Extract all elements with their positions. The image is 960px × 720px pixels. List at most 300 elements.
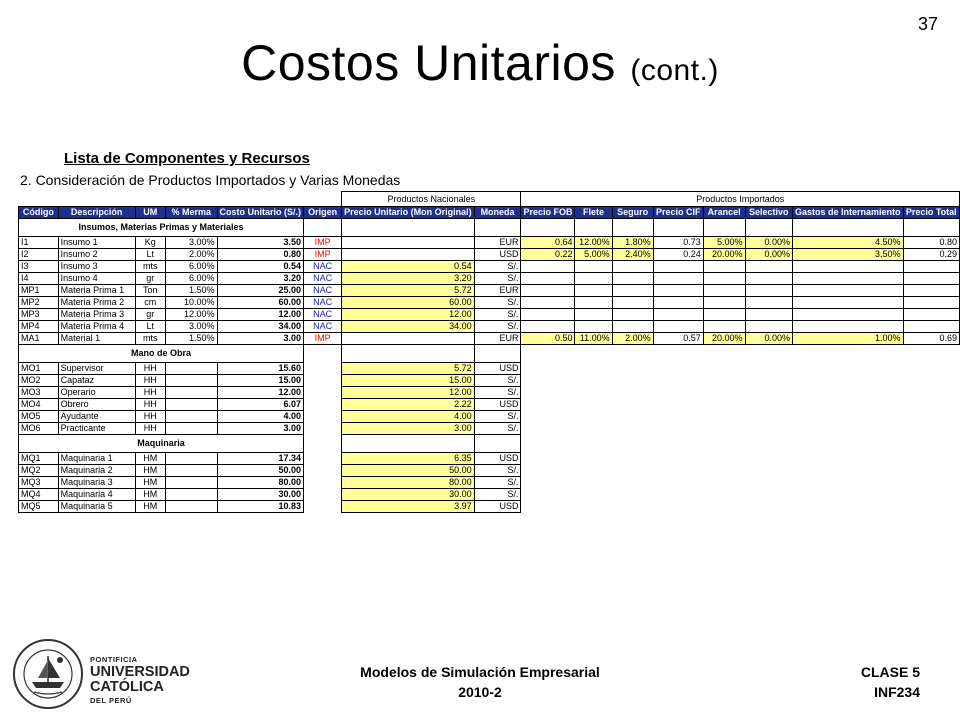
table-cell: IMP [304, 237, 342, 249]
table-cell: 12.00% [575, 237, 612, 249]
table-cell [575, 309, 612, 321]
table-cell: 80.00 [342, 477, 475, 489]
table-cell: HM [135, 501, 165, 513]
table-cell: 15.00 [217, 375, 304, 387]
table-cell: 34.00 [342, 321, 475, 333]
column-header: Gastos de Internamiento [792, 207, 903, 219]
section-cell [653, 219, 703, 237]
table-cell: Kg [135, 237, 165, 249]
table-cell: Insumo 2 [58, 249, 135, 261]
table-cell: 0.00% [745, 333, 792, 345]
column-header: % Merma [165, 207, 217, 219]
table-cell [745, 285, 792, 297]
row-gap [521, 489, 960, 501]
table-cell: IMP [304, 249, 342, 261]
table-cell: 20.00% [703, 333, 745, 345]
table-cell: EUR [474, 237, 521, 249]
table-cell: Maquinaria 3 [58, 477, 135, 489]
table-cell: NAC [304, 297, 342, 309]
table-cell: 25.00 [217, 285, 304, 297]
table-cell: MP2 [19, 297, 59, 309]
group-header-row [19, 192, 960, 207]
group-nacionales: Productos Nacionales [342, 192, 521, 207]
table-cell [792, 261, 903, 273]
table-cell [304, 465, 342, 477]
table-cell: cm [135, 297, 165, 309]
footer-course [0, 662, 960, 702]
row-gap [521, 363, 960, 375]
table-cell: 3.20 [217, 273, 304, 285]
table-row [19, 237, 960, 249]
table-cell: USD [474, 249, 521, 261]
row-gap [521, 477, 960, 489]
table-cell: 0.00% [745, 237, 792, 249]
row-gap [521, 453, 960, 465]
class-number: CLASE 5 [860, 664, 920, 680]
table-cell: gr [135, 309, 165, 321]
table-cell: MO5 [19, 411, 59, 423]
group-importados: Productos Importados [521, 192, 960, 207]
table-cell: Practicante [58, 423, 135, 435]
table-cell: MO2 [19, 375, 59, 387]
table-cell: 0.57 [653, 333, 703, 345]
table-cell: 10.83 [217, 501, 304, 513]
table-cell: 80.00 [217, 477, 304, 489]
table-cell: 1.80% [612, 237, 653, 249]
table-cell: HH [135, 375, 165, 387]
table-cell: Capataz [58, 375, 135, 387]
table-cell [575, 297, 612, 309]
table-cell [165, 501, 217, 513]
section-title: Insumos, Materias Primas y Materiales [19, 219, 304, 237]
table-cell: 3.50 [217, 237, 304, 249]
table-cell: S/. [474, 477, 521, 489]
table-cell: HM [135, 453, 165, 465]
table-cell: 0.22 [521, 249, 575, 261]
table-cell: 12.00 [217, 387, 304, 399]
slide-number: 37 [917, 14, 938, 34]
table-cell: gr [135, 273, 165, 285]
table-cell [653, 321, 703, 333]
table-cell [745, 321, 792, 333]
course-code: INF234 [874, 684, 920, 700]
table-cell: MP4 [19, 321, 59, 333]
column-header: UM [135, 207, 165, 219]
table-cell [165, 411, 217, 423]
table-cell: S/. [474, 411, 521, 423]
table-cell [903, 261, 959, 273]
table-cell: 4.00 [217, 411, 304, 423]
table-cell: 6.35 [342, 453, 475, 465]
table-cell: 2.40% [612, 249, 653, 261]
table-cell: USD [474, 453, 521, 465]
table-cell [653, 297, 703, 309]
section-cell [474, 219, 521, 237]
table-row [19, 321, 960, 333]
table-cell: MP1 [19, 285, 59, 297]
table-cell [903, 273, 959, 285]
table-cell: EUR [474, 285, 521, 297]
components-table [18, 191, 960, 513]
table-cell: MQ2 [19, 465, 59, 477]
table-cell [612, 285, 653, 297]
section-cell [612, 219, 653, 237]
table-cell [165, 465, 217, 477]
table-row [19, 285, 960, 297]
table-cell: mts [135, 333, 165, 345]
row-gap [521, 411, 960, 423]
table-cell: HH [135, 363, 165, 375]
table-cell: MQ5 [19, 501, 59, 513]
table-cell: MO3 [19, 387, 59, 399]
table-cell [304, 387, 342, 399]
table-cell [165, 477, 217, 489]
section-cell [474, 435, 521, 453]
section-row [19, 219, 960, 237]
table-cell [165, 387, 217, 399]
table-cell [612, 321, 653, 333]
table-cell: 4.00 [342, 411, 475, 423]
table-cell: S/. [474, 465, 521, 477]
table-cell: 1.00% [792, 333, 903, 345]
table-cell: Maquinaria 4 [58, 489, 135, 501]
table-cell [304, 399, 342, 411]
title-main: Costos Unitarios [241, 35, 616, 91]
uni-line1: PONTIFICIA [90, 655, 138, 664]
table-cell: 0.54 [342, 261, 475, 273]
table-cell [653, 309, 703, 321]
table-cell [792, 297, 903, 309]
table-cell [521, 321, 575, 333]
table-cell [612, 309, 653, 321]
table-cell: Materia Prima 2 [58, 297, 135, 309]
table-cell [165, 423, 217, 435]
table-cell: USD [474, 501, 521, 513]
table-cell: 60.00 [217, 297, 304, 309]
table-row [19, 387, 960, 399]
table-cell: 11.00% [575, 333, 612, 345]
table-cell: Obrero [58, 399, 135, 411]
section-gap [521, 435, 960, 453]
table-cell: MO1 [19, 363, 59, 375]
table-cell: S/. [474, 261, 521, 273]
table-cell [653, 285, 703, 297]
table-cell: Insumo 3 [58, 261, 135, 273]
table-cell: Ayudante [58, 411, 135, 423]
table-cell: 15.00 [342, 375, 475, 387]
table-cell: MQ1 [19, 453, 59, 465]
section-cell [521, 219, 575, 237]
table-cell: mts [135, 261, 165, 273]
table-cell [745, 309, 792, 321]
uni-line3: CATÓLICA [90, 679, 164, 695]
table-cell: 12.00 [217, 309, 304, 321]
section-cell [342, 345, 475, 363]
table-cell [165, 453, 217, 465]
table-cell [745, 261, 792, 273]
column-header: Costo Unitario (S/.) [217, 207, 304, 219]
table-cell: 0.73 [653, 237, 703, 249]
table-cell [903, 285, 959, 297]
page-title [0, 34, 960, 92]
column-header-row [19, 207, 960, 219]
table-cell: S/. [474, 321, 521, 333]
table-cell [703, 273, 745, 285]
table-cell: 0.64 [521, 237, 575, 249]
table-row [19, 423, 960, 435]
table-cell: EUR [474, 333, 521, 345]
table-cell [903, 321, 959, 333]
table-cell: Supervisor [58, 363, 135, 375]
row-gap [521, 375, 960, 387]
column-header: Precio CIF [653, 207, 703, 219]
section-gap [521, 345, 960, 363]
table-cell: HH [135, 387, 165, 399]
course-name: Modelos de Simulación Empresarial [360, 664, 600, 680]
table-cell: Maquinaria 1 [58, 453, 135, 465]
row-gap [521, 423, 960, 435]
table-row [19, 411, 960, 423]
footer-class [861, 662, 920, 702]
table-cell [792, 321, 903, 333]
table-cell [304, 489, 342, 501]
table-cell: S/. [474, 423, 521, 435]
table-cell: I4 [19, 273, 59, 285]
table-row [19, 399, 960, 411]
table-cell [521, 285, 575, 297]
table-row [19, 309, 960, 321]
table-cell: 3.00% [165, 237, 217, 249]
table-cell [342, 249, 475, 261]
table-cell: 3.97 [342, 501, 475, 513]
table-cell: 34.00 [217, 321, 304, 333]
table-cell: 0.80 [903, 237, 959, 249]
table-cell: NAC [304, 321, 342, 333]
table-cell: NAC [304, 273, 342, 285]
uni-line4: DEL PERÚ [90, 695, 132, 705]
table-cell [521, 297, 575, 309]
table-cell: HM [135, 489, 165, 501]
list-subtitle: 2. Consideración de Productos Importados y Varias Monedas [20, 172, 401, 188]
list-title: Lista de Componentes y Recursos [64, 150, 310, 167]
column-header: Descripción [58, 207, 135, 219]
section-cell [575, 219, 612, 237]
table-cell: Ton [135, 285, 165, 297]
column-header: Arancel [703, 207, 745, 219]
table-cell: S/. [474, 375, 521, 387]
table-cell: 50.00 [342, 465, 475, 477]
table-row [19, 375, 960, 387]
table-cell: I3 [19, 261, 59, 273]
table-cell [575, 285, 612, 297]
table-row [19, 249, 960, 261]
table-cell: S/. [474, 273, 521, 285]
table-cell: HH [135, 399, 165, 411]
table-cell: 0.54 [217, 261, 304, 273]
table-cell [304, 363, 342, 375]
table-cell: MP3 [19, 309, 59, 321]
table-cell [703, 321, 745, 333]
table-cell: HM [135, 465, 165, 477]
table-cell: MQ4 [19, 489, 59, 501]
table-cell: 4.50% [792, 237, 903, 249]
table-cell: S/. [474, 297, 521, 309]
section-row [19, 345, 960, 363]
table-cell: 60.00 [342, 297, 475, 309]
section-gap [304, 219, 342, 237]
table-cell: USD [474, 363, 521, 375]
table-row [19, 273, 960, 285]
table-cell [521, 261, 575, 273]
table-cell [521, 309, 575, 321]
table-cell: S/. [474, 387, 521, 399]
table-row [19, 465, 960, 477]
table-cell: Material 1 [58, 333, 135, 345]
table-cell [653, 261, 703, 273]
table-cell: HH [135, 411, 165, 423]
table-cell: HH [135, 423, 165, 435]
section-cell [342, 435, 475, 453]
table-cell [703, 309, 745, 321]
table-cell: 0.80 [217, 249, 304, 261]
table-cell [703, 261, 745, 273]
table-cell [612, 273, 653, 285]
table-cell: HM [135, 477, 165, 489]
course-term: 2010-2 [458, 684, 502, 700]
table-cell: MO6 [19, 423, 59, 435]
table-cell: S/. [474, 489, 521, 501]
table-cell [612, 297, 653, 309]
table-cell: 2.00% [165, 249, 217, 261]
table-row [19, 501, 960, 513]
table-cell: MQ3 [19, 477, 59, 489]
table-cell: 2.00% [612, 333, 653, 345]
table-cell: 3.00 [217, 333, 304, 345]
table-row [19, 477, 960, 489]
table-cell [304, 411, 342, 423]
table-cell: Insumo 1 [58, 237, 135, 249]
table-cell: 12.00 [342, 309, 475, 321]
table-cell: 30.00 [217, 489, 304, 501]
uni-line2: UNIVERSIDAD [90, 663, 190, 680]
table-cell: NAC [304, 285, 342, 297]
table-cell: Operario [58, 387, 135, 399]
column-header: Precio Unitario (Mon Original) [342, 207, 475, 219]
table-cell: 3.20 [342, 273, 475, 285]
table-cell: Lt [135, 249, 165, 261]
table-cell: MO4 [19, 399, 59, 411]
table-cell: Materia Prima 1 [58, 285, 135, 297]
table-cell: I2 [19, 249, 59, 261]
table-cell [903, 309, 959, 321]
section-cell [342, 219, 475, 237]
table-row [19, 489, 960, 501]
table-cell: I1 [19, 237, 59, 249]
column-header: Precio FOB [521, 207, 575, 219]
table-cell: 5.00% [703, 237, 745, 249]
table-cell: 12.00 [342, 387, 475, 399]
table-cell [792, 309, 903, 321]
table-cell [304, 375, 342, 387]
section-cell [474, 345, 521, 363]
table-cell: IMP [304, 333, 342, 345]
table-cell: 0.29 [903, 249, 959, 261]
column-header: Flete [575, 207, 612, 219]
section-cell [792, 219, 903, 237]
table-cell: 6.00% [165, 273, 217, 285]
table-cell [792, 273, 903, 285]
table-cell: 6.00% [165, 261, 217, 273]
table-cell: 0.00% [745, 249, 792, 261]
table-cell [575, 261, 612, 273]
table-cell [703, 297, 745, 309]
row-gap [521, 501, 960, 513]
title-suffix: (cont.) [630, 54, 719, 87]
column-header: Origen [304, 207, 342, 219]
column-header: Moneda [474, 207, 521, 219]
table-cell [745, 297, 792, 309]
table-cell: 20.00% [703, 249, 745, 261]
section-cell [703, 219, 745, 237]
table-cell: USD [474, 399, 521, 411]
column-header: Código [19, 207, 59, 219]
table-cell [165, 375, 217, 387]
table-cell [745, 273, 792, 285]
table-cell [304, 423, 342, 435]
table-cell: 15.60 [217, 363, 304, 375]
table-cell: Materia Prima 4 [58, 321, 135, 333]
column-header: Selectivo [745, 207, 792, 219]
table-cell: 3.50% [792, 249, 903, 261]
table-cell: MA1 [19, 333, 59, 345]
table-cell [165, 363, 217, 375]
row-gap [521, 465, 960, 477]
table-cell: NAC [304, 309, 342, 321]
table-cell: Lt [135, 321, 165, 333]
section-gap [304, 435, 342, 453]
table-cell: 30.00 [342, 489, 475, 501]
table-cell: 3.00 [342, 423, 475, 435]
table-cell: Maquinaria 2 [58, 465, 135, 477]
table-cell: 17.34 [217, 453, 304, 465]
table-row [19, 261, 960, 273]
table-cell: 12.00% [165, 309, 217, 321]
table-cell [575, 321, 612, 333]
column-header: Seguro [612, 207, 653, 219]
table-cell [703, 285, 745, 297]
table-cell: 1.50% [165, 333, 217, 345]
section-title: Maquinaria [19, 435, 304, 453]
table-cell [575, 273, 612, 285]
table-cell: 2.22 [342, 399, 475, 411]
table-cell [903, 297, 959, 309]
table-cell: Insumo 4 [58, 273, 135, 285]
table-cell [165, 399, 217, 411]
column-header: Precio Total [903, 207, 959, 219]
table-cell [792, 285, 903, 297]
table-cell: S/. [474, 309, 521, 321]
table-cell: NAC [304, 261, 342, 273]
table-row [19, 297, 960, 309]
table-cell: 50.00 [217, 465, 304, 477]
section-title: Mano de Obra [19, 345, 304, 363]
table-cell [304, 453, 342, 465]
section-cell [745, 219, 792, 237]
row-gap [521, 399, 960, 411]
table-cell: 0.24 [653, 249, 703, 261]
table-cell [304, 477, 342, 489]
table-cell: 5.00% [575, 249, 612, 261]
